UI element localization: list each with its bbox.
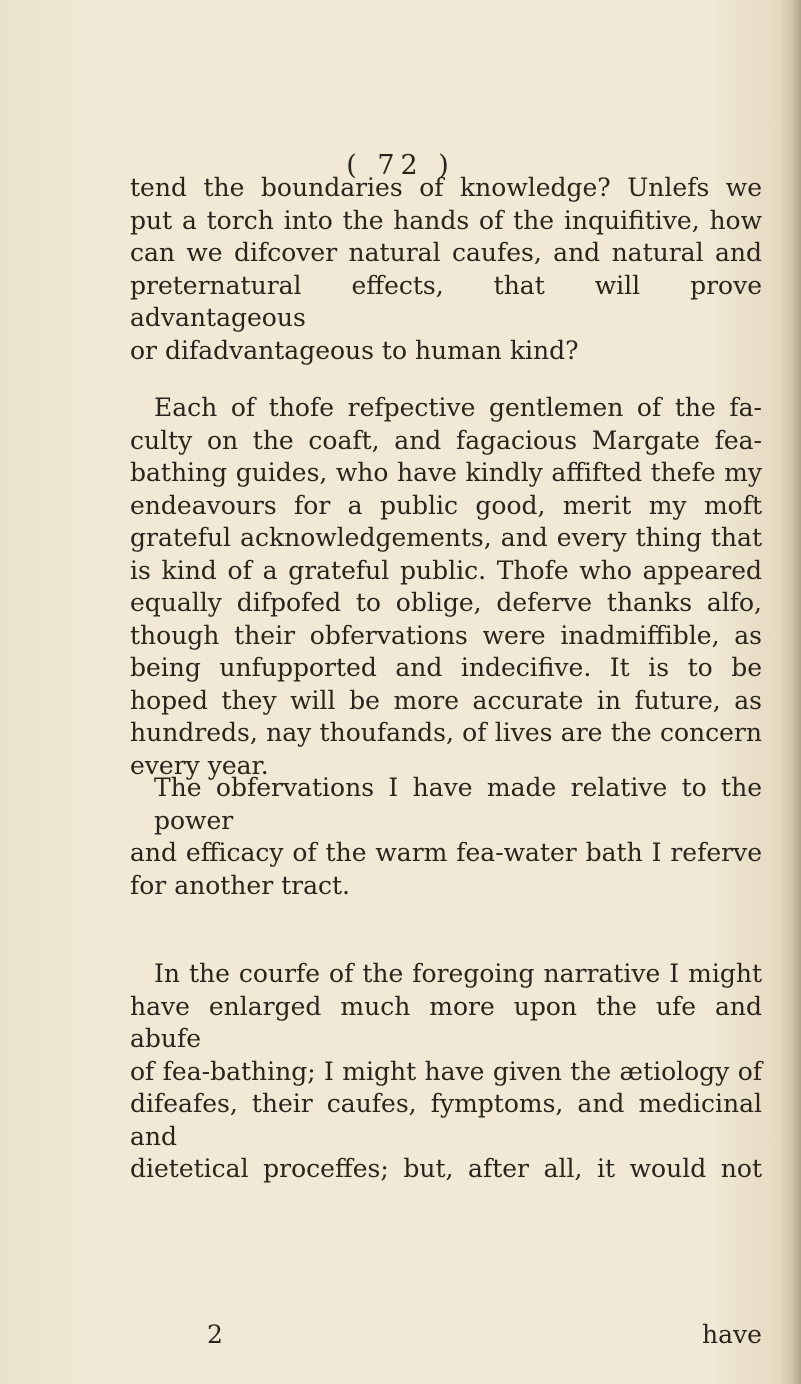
paragraph-2 — [130, 392, 762, 782]
text-line: tend the boundaries of knowledge? Unlefs we — [130, 173, 762, 202]
text-line: preternatural effects, that will prove advantageous — [130, 270, 762, 332]
text-line: can we difcover natural caufes, and natural and — [130, 238, 762, 267]
text-line: difeafes, their caufes, fymptoms, and medicinal and — [130, 1089, 762, 1151]
text-line: every year. — [130, 750, 269, 780]
text-line: The obfervations I have made relative to the power — [154, 773, 762, 835]
text-line: of fea-bathing; I might have given the ætiology of — [130, 1056, 762, 1086]
text-line: and efficacy of the warm fea-water bath I referve — [130, 838, 762, 867]
text-line: endeavours for a public good, merit my moft — [130, 490, 762, 520]
text-line: In the courfe of the foregoing narrative I might — [154, 959, 762, 988]
text-line: is kind of a grateful public. Thofe who appeared — [130, 555, 762, 585]
text-line: bathing guides, who have kindly affifted thefe my — [130, 458, 762, 487]
catchword: have — [702, 1320, 762, 1349]
page-edge-shadow — [779, 0, 801, 1384]
text-line: have enlarged much more upon the ufe and abufe — [130, 991, 762, 1053]
text-line: though their obfervations were inadmiffible, as — [130, 620, 762, 650]
text-line: or difadvantageous to human kind? — [130, 335, 579, 365]
paragraph-1 — [130, 172, 762, 367]
signature-mark: 2 — [207, 1320, 223, 1349]
text-line: put a torch into the hands of the inquifitive, how — [130, 205, 762, 235]
text-line: hoped they will be more accurate in future, as — [130, 685, 762, 715]
text-line: for another tract. — [130, 870, 350, 900]
paragraph-3 — [130, 772, 762, 902]
text-line: culty on the coaft, and fagacious Margate fea- — [130, 425, 762, 455]
text-line: hundreds, nay thoufands, of lives are the concern — [130, 718, 762, 747]
page-number: ( 72 ) — [346, 150, 455, 181]
text-line: Each of thofe refpective gentlemen of the fa- — [154, 393, 762, 422]
text-line: dietetical proceffes; but, after all, it would not — [130, 1154, 762, 1183]
paragraph-4 — [130, 958, 762, 1186]
text-line: equally difpofed to oblige, deferve thanks alfo, — [130, 588, 762, 617]
text-line: grateful acknowledgements, and every thing that — [130, 523, 762, 552]
text-line: being unfupported and indecifive. It is to be — [130, 653, 762, 682]
